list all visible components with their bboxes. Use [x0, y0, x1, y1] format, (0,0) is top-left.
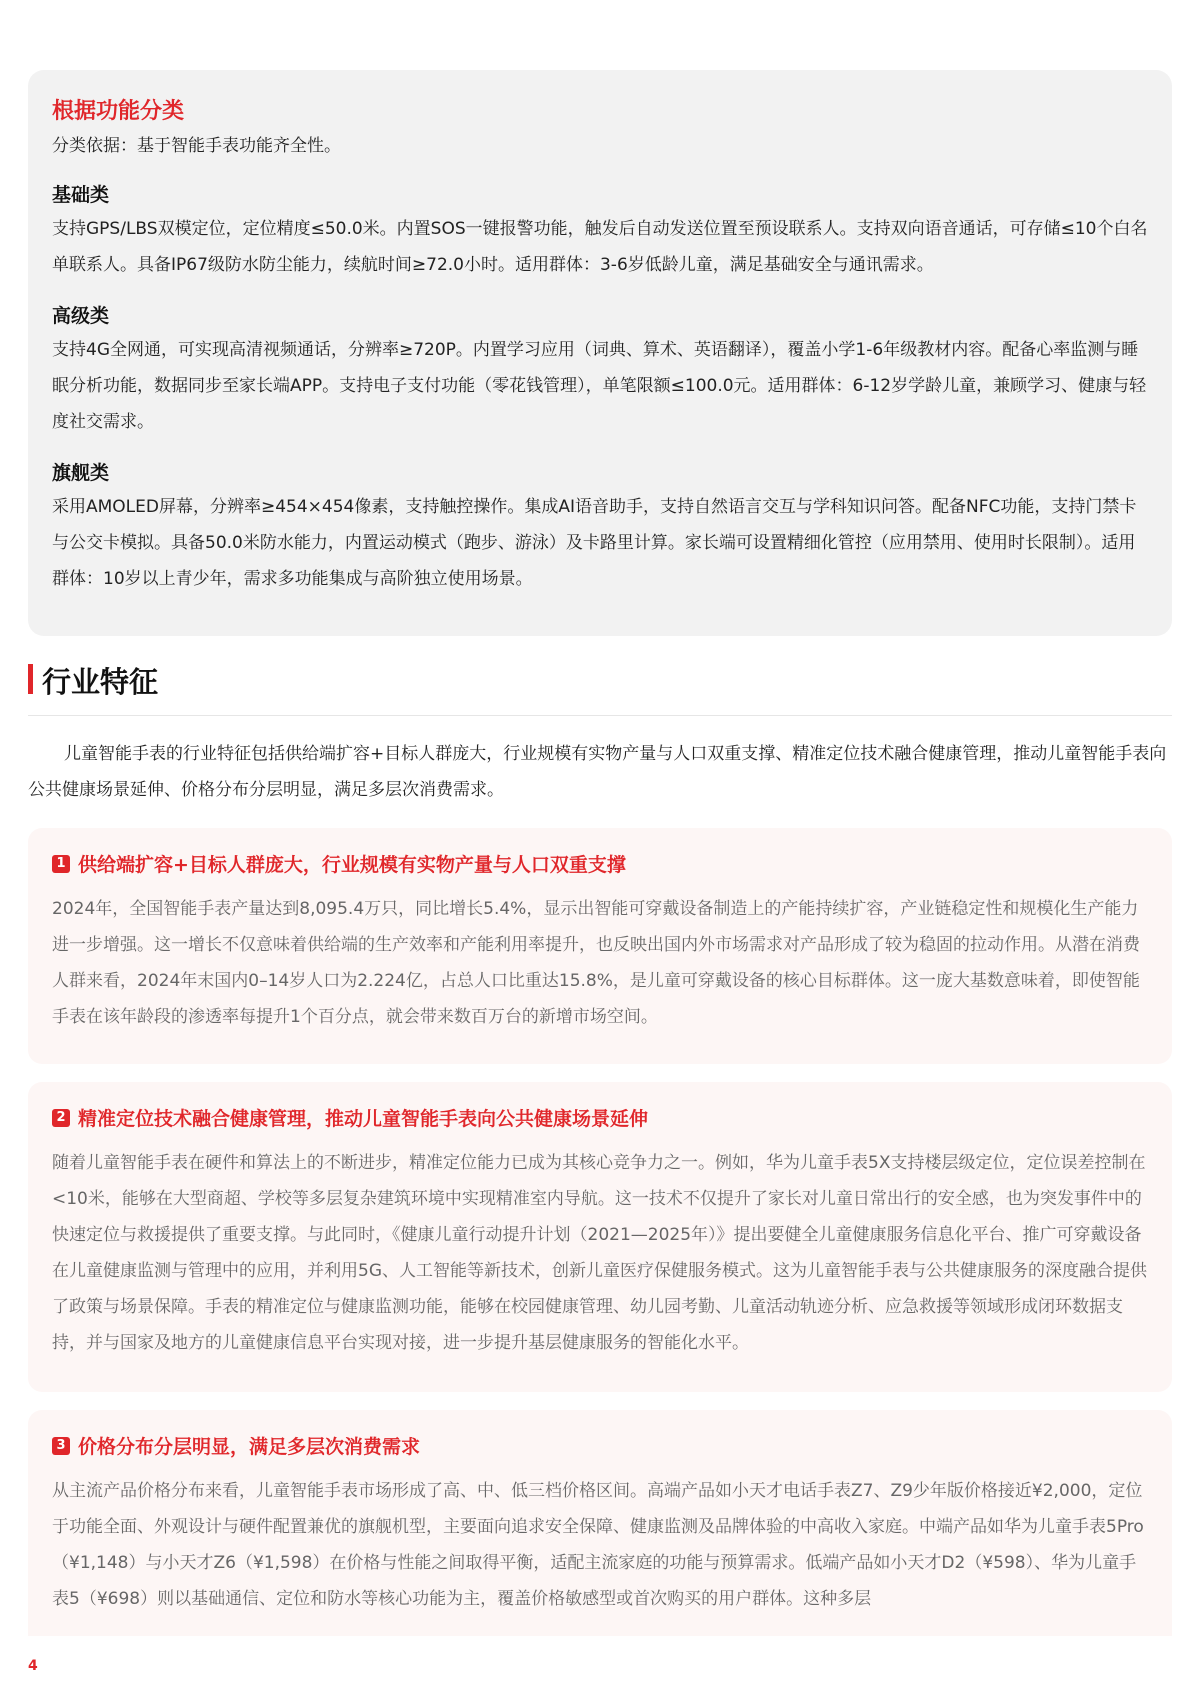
category-name-basic: 基础类 — [52, 184, 110, 206]
classification-basis: 分类依据：基于智能手表功能齐全性。 — [52, 136, 341, 156]
number-badge: 3 — [52, 1437, 70, 1455]
feature-header — [52, 850, 1148, 877]
number-badge: 2 — [52, 1109, 70, 1127]
section-accent-bar — [28, 664, 33, 694]
section-header — [28, 660, 1172, 716]
feature-card-3 — [28, 1410, 1172, 1636]
feature-body: 随着儿童智能手表在硬件和算法上的不断进步，精准定位能力已成为其核心竞争力之一。例如，华为儿童手表5X支持楼层级定位，定位误差控制在<10米，能够在大型商超、学校等多层复杂建筑环境中实现精准室内导航。这一技术不仅提升了家长对儿童日常出行的安全感，也为突发事件中的快速定位与救援提供了重要支撑。与此同时，《健康儿童行动提升计划（2021—2025年）》提出要健全儿童健康服务信息化平台、推广可穿戴设备在儿童健康监测与管理中的应用，并利用5G、人工智能等新技术，创新儿童医疗保健服务模式。这为儿童智能手表与公共健康服务的深度融合提供了政策与场景保障。手表的精准定位与健康监测功能，能够在校园健康管理、幼儿园考勤、儿童活动轨迹分析、应急救援等领域形成闭环数据支持，并与国家及地方的儿童健康信息平台实现对接，进一步提升基层健康服务的智能化水平。 — [52, 1153, 1147, 1353]
feature-header — [52, 1104, 1148, 1131]
page-number: 4 — [28, 1658, 38, 1674]
feature-title: 价格分布分层明显，满足多层次消费需求 — [78, 1436, 421, 1458]
classification-title: 根据功能分类 — [52, 99, 185, 124]
section-intro: 儿童智能手表的行业特征包括供给端扩容+目标人群庞大，行业规模有实物产量与人口双重支撑、精准定位技术融合健康管理，推动儿童智能手表向公共健康场景延伸、价格分布分层明显，满足多层次消费需求。 — [28, 744, 1167, 800]
category-name-flagship: 旗舰类 — [52, 462, 110, 484]
feature-body: 从主流产品价格分布来看，儿童智能手表市场形成了高、中、低三档价格区间。高端产品如小天才电话手表Z7、Z9少年版价格接近¥2,000，定位于功能全面、外观设计与硬件配置兼优的旗舰机型，主要面向追求安全保障、健康监测及品牌体验的中高收入家庭。中端产品如华为儿童手表5Pro（¥1,148）与小天才Z6（¥1,598）在价格与性能之间取得平衡，适配主流家庭的功能与预算需求。低端产品如小天才D2（¥598）、华为儿童手表5（¥698）则以基础通信、定位和防水等核心功能为主，覆盖价格敏感型或首次购买的用户群体。这种多层 — [52, 1481, 1144, 1609]
feature-title: 精准定位技术融合健康管理，推动儿童智能手表向公共健康场景延伸 — [78, 1108, 649, 1130]
feature-title: 供给端扩容+目标人群庞大，行业规模有实物产量与人口双重支撑 — [78, 854, 626, 876]
category-name-advanced: 高级类 — [52, 305, 110, 327]
category-desc-basic: 支持GPS/LBS双模定位，定位精度≤50.0米。内置SOS一键报警功能，触发后自动发送位置至预设联系人。支持双向语音通话，可存储≤10个白名单联系人。具备IP67级防水防尘能力，续航时间≥72.0小时。适用群体：3-6岁低龄儿童，满足基础安全与通讯需求。 — [52, 219, 1148, 275]
section-title: 行业特征 — [42, 665, 159, 699]
number-badge: 1 — [52, 855, 70, 873]
feature-card-1 — [28, 828, 1172, 1064]
classification-box — [28, 70, 1172, 636]
category-desc-flagship: 采用AMOLED屏幕，分辨率≥454×454像素，支持触控操作。集成AI语音助手，支持自然语言交互与学科知识问答。配备NFC功能，支持门禁卡与公交卡模拟。具备50.0米防水能力，内置运动模式（跑步、游泳）及卡路里计算。家长端可设置精细化管控（应用禁用、使用时长限制）。适用群体：10岁以上青少年，需求多功能集成与高阶独立使用场景。 — [52, 497, 1137, 589]
feature-header — [52, 1432, 1148, 1459]
category-desc-advanced: 支持4G全网通，可实现高清视频通话，分辨率≥720P。内置学习应用（词典、算术、英语翻译），覆盖小学1-6年级教材内容。配备心率监测与睡眠分析功能，数据同步至家长端APP。支持电子支付功能（零花钱管理），单笔限额≤100.0元。适用群体：6-12岁学龄儿童，兼顾学习、健康与轻度社交需求。 — [52, 340, 1147, 432]
feature-body: 2024年，全国智能手表产量达到8,095.4万只，同比增长5.4%，显示出智能可穿戴设备制造上的产能持续扩容，产业链稳定性和规模化生产能力进一步增强。这一增长不仅意味着供给端的生产效率和产能利用率提升，也反映出国内外市场需求对产品形成了较为稳固的拉动作用。从潜在消费人群来看，2024年末国内0–14岁人口为2.224亿，占总人口比重达15.8%，是儿童可穿戴设备的核心目标群体。这一庞大基数意味着，即使智能手表在该年龄段的渗透率每提升1个百分点，就会带来数百万台的新增市场空间。 — [52, 899, 1140, 1027]
feature-card-2 — [28, 1082, 1172, 1392]
